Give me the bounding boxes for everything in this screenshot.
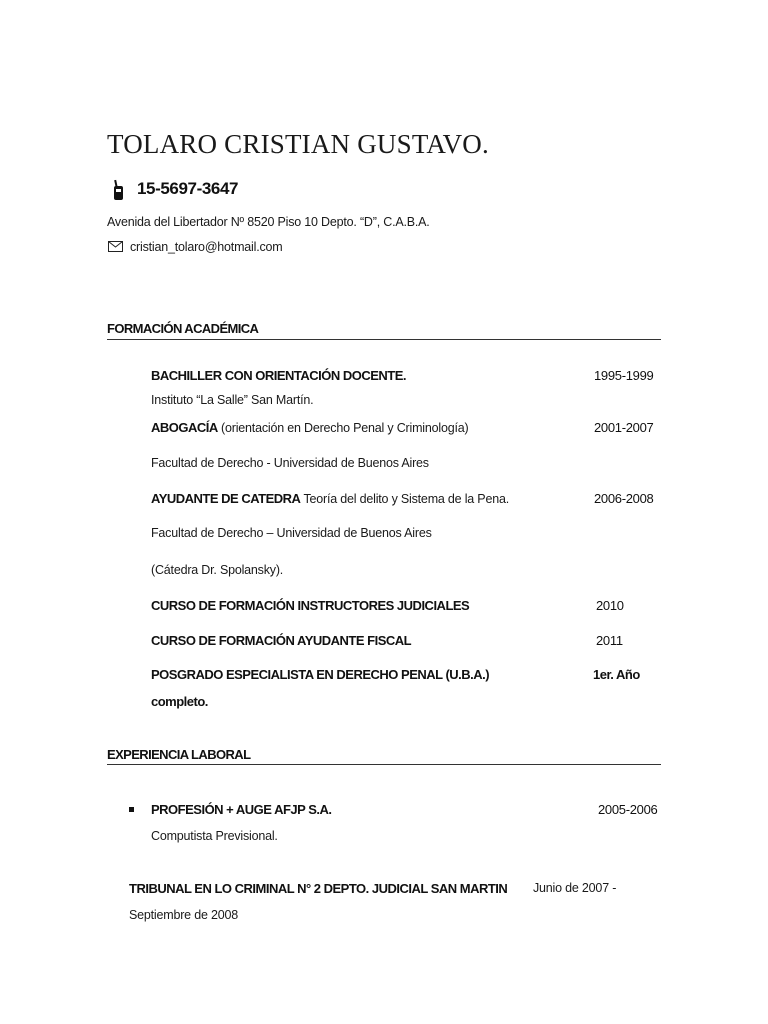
job2-start: Junio de 2007 -: [533, 881, 617, 895]
abogacia-years: 2001-2007: [594, 420, 654, 435]
ayudante-entry: [151, 491, 509, 506]
posgrado-continuation: completo.: [151, 694, 208, 709]
posgrado-title: POSGRADO ESPECIALISTA EN DERECHO PENAL (U.B.A.): [151, 667, 490, 682]
envelope-icon: [108, 241, 123, 252]
job1-years: 2005-2006: [598, 802, 658, 817]
ayudante-catedra: (Cátedra Dr. Spolansky).: [151, 563, 284, 577]
abogacia-title: ABOGACÍA: [151, 420, 218, 435]
job1-title: PROFESIÓN + AUGE AFJP S.A.: [151, 802, 332, 817]
curso-instructores-title: CURSO DE FORMACIÓN INSTRUCTORES JUDICIALES: [151, 598, 470, 613]
candidate-name: TOLARO CRISTIAN GUSTAVO.: [107, 129, 489, 159]
bachiller-institution: Instituto “La Salle” San Martín.: [151, 393, 314, 407]
phone-number: 15-5697-3647: [137, 179, 239, 198]
job2-title: TRIBUNAL EN LO CRIMINAL N° 2 DEPTO. JUDICIAL SAN MARTIN: [129, 881, 508, 896]
bullet-icon: [129, 807, 134, 812]
bachiller-title: BACHILLER CON ORIENTACIÓN DOCENTE.: [151, 368, 407, 383]
ayudante-detail: Teoría del delito y Sistema de la Pena.: [300, 492, 509, 506]
experience-heading: EXPERIENCIA LABORAL: [107, 747, 251, 762]
education-heading: FORMACIÓN ACADÉMICA: [107, 321, 259, 336]
email-address: cristian_tolaro@hotmail.com: [130, 240, 283, 254]
ayudante-institution: Facultad de Derecho – Universidad de Buenos Aires: [151, 526, 432, 540]
education-divider: [107, 339, 661, 340]
ayudante-title: AYUDANTE DE CATEDRA: [151, 491, 301, 506]
abogacia-entry: [151, 420, 468, 435]
ayudante-years: 2006-2008: [594, 491, 654, 506]
abogacia-detail: (orientación en Derecho Penal y Criminología): [217, 421, 469, 435]
job2-end: Septiembre de 2008: [129, 908, 238, 922]
posgrado-year: 1er. Año: [593, 667, 640, 682]
abogacia-institution: Facultad de Derecho - Universidad de Buenos Aires: [151, 456, 429, 470]
curso-fiscal-year: 2011: [596, 633, 623, 648]
job1-role: Computista Previsional.: [151, 829, 278, 843]
mobile-phone-icon: [111, 179, 125, 201]
curso-instructores-year: 2010: [596, 598, 624, 613]
bachiller-years: 1995-1999: [594, 368, 654, 383]
experience-divider: [107, 764, 661, 765]
curso-fiscal-title: CURSO DE FORMACIÓN AYUDANTE FISCAL: [151, 633, 412, 648]
address: Avenida del Libertador Nº 8520 Piso 10 Depto. “D”, C.A.B.A.: [107, 215, 430, 229]
